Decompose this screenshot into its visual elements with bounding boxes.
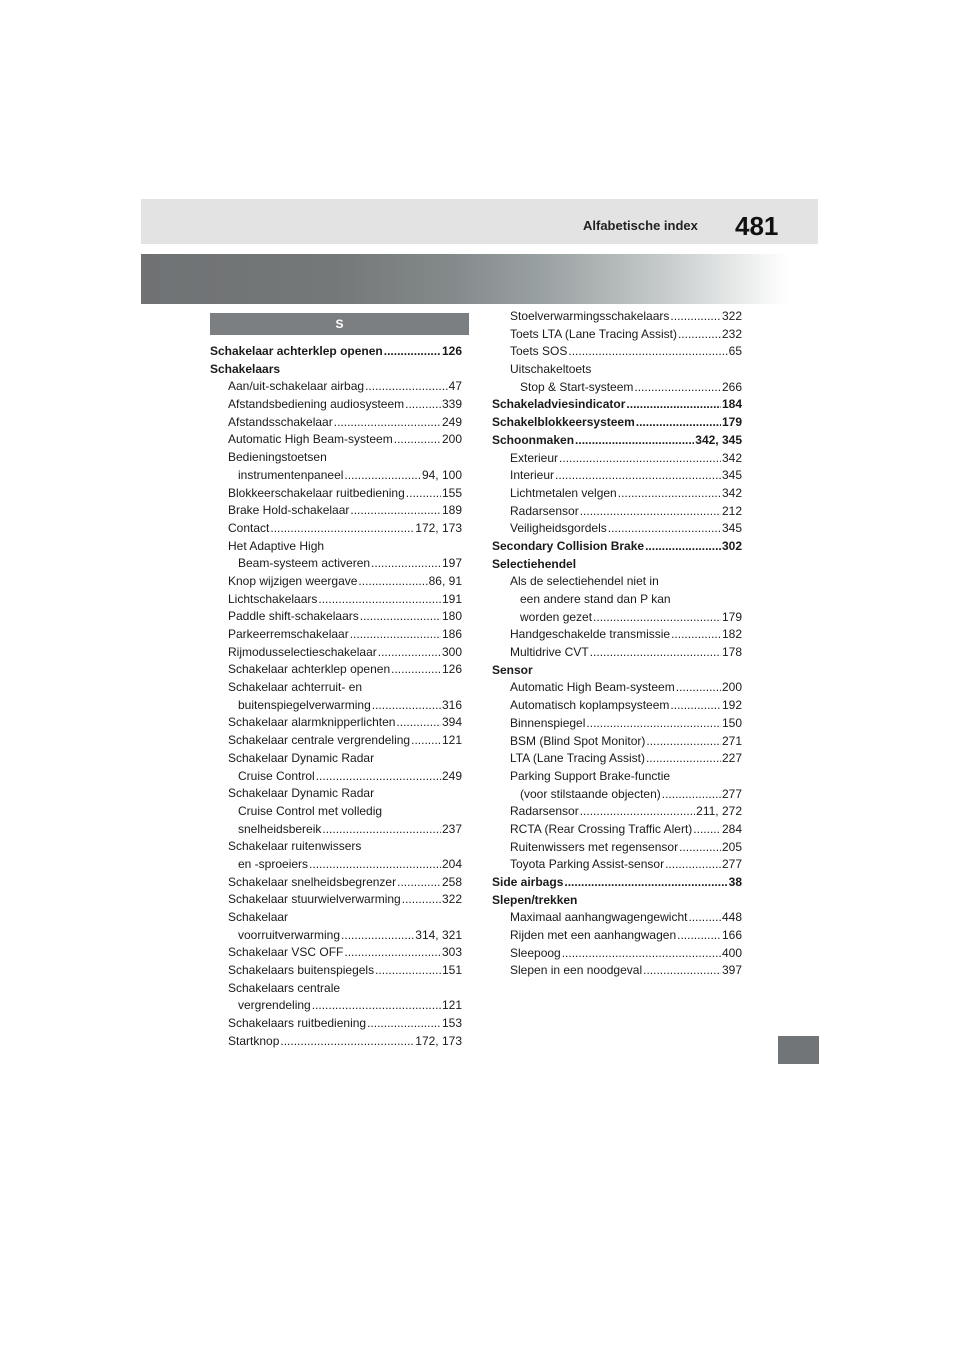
dot-leader [564,874,727,892]
index-entry-term: Cruise Control met volledig [238,803,383,818]
index-entry-pages[interactable]: 38 [728,875,742,889]
index-entry [210,856,462,874]
index-entry [210,396,462,414]
dot-leader [677,927,721,945]
index-entry-term: Slepen in een noodgeval [510,963,643,978]
index-entry-pages[interactable]: 197 [441,556,462,571]
index-entry-pages[interactable]: 266 [721,379,742,394]
dot-leader [402,891,441,909]
index-entry [492,909,742,927]
dot-leader [334,414,441,432]
index-entry-term: Automatisch koplampsysteem [510,698,670,713]
section-title: Alfabetische index [583,218,698,233]
index-entry [210,785,462,803]
index-entry [492,715,742,733]
index-entry [492,396,742,414]
index-entry-pages[interactable]: 179 [721,415,742,430]
index-entry-pages[interactable]: 303 [441,945,462,960]
index-entry-term: Schakelblokkeersysteem [492,415,635,430]
index-entry [492,591,742,609]
index-entry-term: Parkeerremschakelaar [228,627,349,641]
dot-leader [593,609,721,627]
index-entry-pages[interactable]: 86, 91 [428,573,462,588]
index-entry-pages[interactable]: 126 [441,662,462,677]
index-entry-pages[interactable]: 342 [721,450,742,465]
index-entry-term: Interieur [510,468,555,483]
dot-leader [688,909,721,927]
index-entry [492,308,742,326]
dot-leader [586,715,721,733]
index-entry-term: Startknop [228,1033,280,1048]
index-entry-pages[interactable]: 166 [721,928,742,943]
index-entry [492,379,742,397]
index-entry-term: en -sproeiers [238,856,309,871]
dot-leader [670,697,721,715]
index-entry-term: Contact [228,520,270,535]
index-entry [492,326,742,344]
index-entry-pages[interactable]: 153 [441,1016,462,1031]
index-entry [492,414,742,432]
index-entry-term: Automatic High Beam-systeem [510,680,675,695]
index-entry-term: Ruitenwissers met regensensor [510,839,679,854]
dot-leader [394,431,441,449]
index-entry-term: worden gezet [520,609,593,624]
index-entry-term: Maximaal aanhangwagengewicht [510,910,688,925]
index-entry-term: Toyota Parking Assist-sensor [510,857,665,872]
index-entry-pages[interactable]: 192 [721,698,742,713]
index-entry [210,520,462,538]
index-entry [492,679,742,697]
index-entry-pages[interactable]: 186 [441,627,462,641]
index-entry-term: Schakelaar achterklep openen [228,662,391,677]
dot-leader [375,962,441,980]
index-entry-pages[interactable]: 284 [721,821,742,836]
index-entry [492,839,742,857]
index-entry [210,502,462,520]
index-entry-term: Knop wijzigen weergave [228,573,358,588]
index-entry [492,662,742,680]
index-entry [210,909,462,927]
index-entry-term: Schakelaars ruitbediening [228,1016,367,1031]
index-entry [492,503,742,521]
index-entry-term: Rijden met een aanhangwagen [510,928,677,943]
dot-leader [350,626,441,644]
index-entry [492,856,742,874]
index-entry-term: Schakelaar snelheidsbegrenzer [228,874,397,889]
index-entry [492,626,742,644]
index-entry-term: Aan/uit-schakelaar airbag [228,379,365,394]
dot-leader [634,379,721,397]
index-entry-pages[interactable]: 211, 272 [696,804,742,819]
dot-leader [676,679,721,697]
dot-leader [309,856,441,874]
index-entry-pages[interactable]: 300 [441,644,462,659]
index-entry [492,927,742,945]
index-entry-term: Bedieningstoetsen [228,450,327,465]
index-entry-pages[interactable]: 237 [441,821,462,836]
index-entry-term: (voor stilstaande objecten) [520,786,661,801]
index-entry-pages[interactable]: 200 [441,432,462,447]
dot-leader [322,821,441,839]
index-entry-pages[interactable]: 314, 321 [415,927,462,942]
index-entry [492,803,742,821]
index-entry [210,714,462,732]
dot-leader [378,644,441,662]
page-header-bar [141,199,818,244]
index-entry [210,626,462,644]
index-entry-term: Lichtmetalen velgen [510,485,617,500]
index-entry-term: Schakelaars centrale [228,980,341,995]
index-entry [492,485,742,503]
index-entry-term: Radarsensor [510,503,579,518]
index-entry [492,538,742,556]
index-entry [492,467,742,485]
index-entry [492,750,742,768]
dot-leader [568,343,727,361]
index-entry-term: Schakelaar alarmknipperlichten [228,715,396,730]
index-entry [492,450,742,468]
index-entry-pages[interactable]: 172, 173 [415,520,462,535]
dot-leader [372,697,441,715]
index-entry [210,661,462,679]
index-entry-pages[interactable]: 345 [721,521,742,536]
dot-leader [678,326,721,344]
index-entry [492,874,742,892]
index-entry-pages[interactable]: 205 [721,839,742,854]
index-entry-term: Blokkeerschakelaar ruitbediening [228,485,405,500]
index-entry-term: RCTA (Rear Crossing Traffic Alert) [510,821,693,836]
dot-leader [626,396,721,414]
index-entry [210,732,462,750]
index-entry-term: Afstandsschakelaar [228,414,333,429]
dot-leader [645,538,721,556]
index-entry-pages[interactable]: 179 [721,609,742,624]
index-entry [492,520,742,538]
index-entry [210,573,462,591]
index-entry [492,573,742,591]
dot-leader [360,608,441,626]
index-entry [210,891,462,909]
index-entry [492,697,742,715]
dot-leader [580,503,721,521]
index-column-right [492,308,742,980]
dot-leader [665,856,721,874]
index-entry-term: Secondary Collision Brake [492,538,645,553]
dot-leader [358,573,427,591]
index-entry [210,997,462,1015]
index-entry [210,467,462,485]
index-entry-term: Binnenspiegel [510,715,586,730]
dot-leader [344,944,441,962]
index-entry-term: Beam-systeem activeren [238,556,371,571]
dot-leader [396,714,441,732]
index-entry-term: Exterieur [510,450,559,465]
index-entry-pages[interactable]: 151 [441,963,462,978]
index-column-left [210,343,462,1051]
dot-leader [411,732,441,750]
index-entry-term: Schakelaar VSC OFF [228,945,344,960]
index-entry-term: Schakelaar ruitenwissers [228,839,362,854]
index-entry-term: Uitschakeltoets [510,362,592,377]
page-number: 481 [735,211,779,241]
index-entry-term: Schakelaar [228,910,289,924]
index-entry-term: Stoelverwarmingsschakelaars [510,309,670,323]
dot-leader [559,450,721,468]
index-entry-term: Afstandsbediening audiosysteem [228,397,405,412]
index-entry-term: Schakeladviesindicator [492,397,626,412]
index-entry-pages[interactable]: 322 [441,892,462,907]
index-entry-pages[interactable]: 345 [721,468,742,483]
index-entry [210,679,462,697]
index-entry-pages[interactable]: 65 [728,344,742,359]
index-entry-pages[interactable]: 232 [721,326,742,341]
index-entry-term: Veiligheidsgordels [510,521,607,536]
index-entry [492,432,742,450]
dot-leader [316,768,441,786]
dot-leader [646,733,721,751]
index-entry-pages[interactable]: 322 [721,309,742,323]
index-entry-pages[interactable]: 121 [441,998,462,1013]
index-entry-pages[interactable]: 94, 100 [421,467,462,482]
index-entry-term: Schakelaar centrale vergrendeling [228,733,411,748]
dot-leader [670,308,721,326]
index-entry [492,609,742,627]
index-entry-pages[interactable]: 172, 173 [415,1033,462,1048]
index-entry-term: buitenspiegelverwarming [238,697,371,712]
dot-leader [643,962,721,980]
index-entry [492,343,742,361]
index-entry [210,821,462,839]
index-entry-term: Schakelaar Dynamic Radar [228,750,375,765]
index-entry [210,644,462,662]
index-entry [210,431,462,449]
dot-leader [350,502,441,520]
dot-leader [391,661,441,679]
dot-leader [618,485,721,503]
index-entry [492,945,742,963]
index-entry-pages[interactable]: 277 [721,857,742,872]
index-entry-pages[interactable]: 200 [721,680,742,695]
dot-leader [575,432,694,450]
dot-leader [671,626,721,644]
dot-leader [406,485,441,503]
index-entry [210,750,462,768]
index-entry [492,361,742,379]
index-entry-pages[interactable]: 316 [441,697,462,712]
index-entry [210,944,462,962]
index-entry-pages[interactable]: 212 [721,503,742,518]
index-entry-term: Parking Support Brake-functie [510,768,671,783]
index-entry [492,786,742,804]
index-entry-term: vergrendeling [238,998,311,1013]
index-entry-pages[interactable]: 249 [441,414,462,429]
index-entry-pages[interactable]: 342, 345 [695,432,742,447]
dot-leader [590,644,721,662]
index-entry-term: Schakelaars buitenspiegels [228,963,375,978]
index-entry-term: Schakelaars [210,361,281,376]
index-entry [210,555,462,573]
index-entry-term: Selectiehendel [492,556,577,571]
index-entry-pages[interactable]: 47 [448,379,462,394]
index-entry [492,733,742,751]
index-entry-term: BSM (Blind Spot Monitor) [510,733,646,748]
dot-leader [580,803,695,821]
index-entry-pages[interactable]: 150 [721,715,742,730]
index-entry [210,449,462,467]
index-entry-term: Als de selectiehendel niet in [510,574,659,589]
index-entry [210,962,462,980]
index-entry-term: Sleepoog [510,945,561,960]
index-entry-term: Schakelaar Dynamic Radar [228,786,375,801]
index-entry-pages[interactable]: 397 [721,963,742,978]
index-entry [210,1033,462,1051]
index-entry-pages[interactable]: 249 [441,768,462,783]
dot-leader [344,467,421,485]
dot-leader [397,874,441,892]
index-entry-pages[interactable]: 448 [721,910,742,925]
index-entry-pages[interactable]: 400 [721,945,742,960]
index-entry-term: Brake Hold-schakelaar [228,503,350,518]
index-entry-term: Cruise Control [238,768,315,783]
dot-leader [341,927,414,945]
index-entry-term: Handgeschakelde transmissie [510,627,671,642]
index-entry-pages[interactable]: 178 [721,645,742,660]
index-entry-pages[interactable]: 394 [441,715,462,730]
index-entry-pages[interactable]: 277 [721,786,742,801]
index-entry [492,892,742,910]
index-entry [210,980,462,998]
index-entry-term: Slepen/trekken [492,892,578,907]
index-entry [210,768,462,786]
index-entry-pages[interactable]: 126 [441,344,462,358]
index-entry-term: Schakelaar achterklep openen [210,344,383,358]
index-entry-pages[interactable]: 180 [441,609,462,624]
index-entry [210,838,462,856]
index-entry-term: Paddle shift-schakelaars [228,609,359,624]
thumb-index-tab [778,1036,819,1064]
index-entry-term: Het Adaptive High [228,538,325,553]
dot-leader [555,467,721,485]
decorative-gradient-band [141,254,789,304]
index-entry [210,538,462,556]
section-letter-bar: S [210,313,469,335]
index-entry [492,644,742,662]
index-entry [210,485,462,503]
index-entry [492,821,742,839]
index-entry-term: voorruitverwarming [238,927,341,942]
index-entry [210,378,462,396]
dot-leader [608,520,721,538]
index-entry-pages[interactable]: 339 [441,397,462,412]
index-entry-term: Stop & Start-systeem [520,379,634,394]
index-entry [210,361,462,379]
index-entry [492,768,742,786]
index-entry-term: Automatic High Beam-systeem [228,432,393,447]
index-entry [210,874,462,892]
dot-leader [371,555,441,573]
index-entry-pages[interactable]: 184 [721,397,742,412]
index-entry [492,556,742,574]
index-entry-pages[interactable]: 182 [721,627,742,642]
dot-leader [405,396,441,414]
index-entry [210,927,462,945]
index-entry-term: Multidrive CVT [510,645,589,660]
index-entry-term: Sensor [492,662,533,677]
index-entry-term: een andere stand dan P kan [520,592,671,606]
index-entry [210,414,462,432]
index-entry-pages[interactable]: 258 [441,874,462,889]
dot-leader [367,1015,441,1033]
index-entry-term: Schakelaar stuurwielverwarming [228,892,401,907]
index-entry [210,343,462,361]
index-entry-pages[interactable]: 191 [441,591,462,606]
index-entry-pages[interactable]: 155 [441,485,462,500]
index-entry [210,803,462,821]
dot-leader [646,750,721,768]
index-entry-term: Toets LTA (Lane Tracing Assist) [510,326,677,341]
dot-leader [280,1033,414,1051]
index-entry-pages[interactable]: 189 [441,503,462,518]
dot-leader [693,821,721,839]
dot-leader [679,839,721,857]
index-entry-term: Radarsensor [510,804,579,819]
index-entry-term: LTA (Lane Tracing Assist) [510,751,645,766]
index-entry [210,697,462,715]
index-entry-term: Schoonmaken [492,432,575,447]
index-entry-pages[interactable]: 227 [721,751,742,766]
index-entry-pages[interactable]: 271 [721,733,742,748]
dot-leader [662,786,721,804]
index-entry [210,1015,462,1033]
index-entry-term: Side airbags [492,875,564,889]
index-entry-term: Lichtschakelaars [228,591,318,606]
index-entry [492,962,742,980]
dot-leader [636,414,721,432]
index-entry-term: snelheidsbereik [238,821,322,836]
index-entry-term: Toets SOS [510,344,568,359]
index-entry-pages[interactable]: 302 [721,538,742,553]
index-entry [210,591,462,609]
index-entry-term: Rijmodusselectieschakelaar [228,644,377,659]
dot-leader [312,997,441,1015]
index-entry-term: Schakelaar achterruit- en [228,680,363,695]
dot-leader [318,591,441,609]
dot-leader [384,343,441,361]
index-entry-term: instrumentenpaneel [238,467,344,482]
index-entry-pages[interactable]: 342 [721,485,742,500]
index-entry-pages[interactable]: 121 [441,733,462,748]
dot-leader [270,520,414,538]
dot-leader [562,945,721,963]
dot-leader [365,378,448,396]
index-entry [210,608,462,626]
index-entry-pages[interactable]: 204 [441,856,462,871]
